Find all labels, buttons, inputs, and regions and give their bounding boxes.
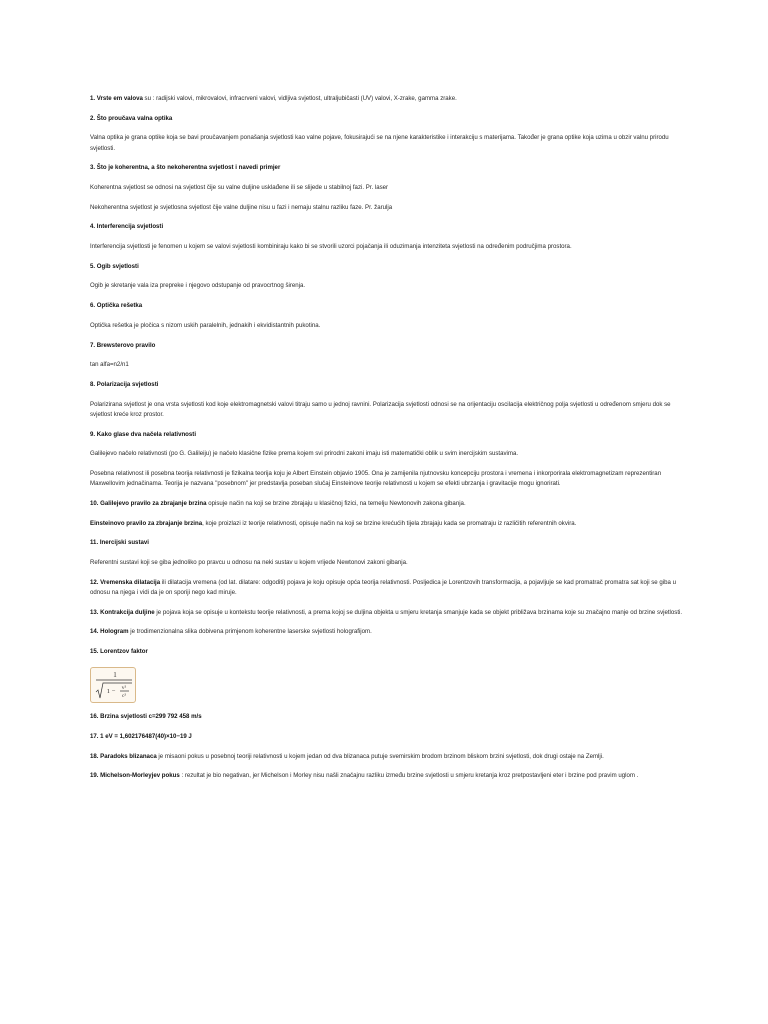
paragraph (90, 262, 686, 272)
bold-text: 8. Polarizacija svjetlosti (90, 380, 159, 388)
bold-text: 11. Inercijski sustavi (90, 539, 149, 547)
body-text: opisuje način na koji se brzine zbrajaju u klasičnoj fizici, na temelju Newtonovih zakona gibanja. (206, 499, 466, 507)
bold-text: 12. Vremenska dilatacija (90, 578, 161, 586)
paragraph (90, 558, 686, 568)
body-text: Interferencija svjetlosti je fenomen u kojem se valovi svjetlosti kombiniraju kako bi se stvorili uzorci pojačanja ili oduzimanja intenziteta svjetlosti na određenim područjima prostora. (90, 243, 572, 251)
bold-text: 7. Brewsterovo pravilo (90, 341, 156, 349)
body-text: : rezultat je bio negativan, jer Michelson i Morley nisu našli značajnu razliku između brzine svjetlosti u smjeru kretanja kroz pretpostavljeni eter i brzine pod pravim uglom . (179, 772, 639, 780)
paragraph (90, 222, 686, 232)
paragraph (90, 281, 686, 291)
body-text: Referentni sustavi koji se giba jednoliko po pravcu u odnosu na neki sustav u kojem vrijede Newtonovi zakoni gibanja. (90, 559, 408, 567)
bold-text: 3. Što je koherentna, a što nekoherentna svjetlost i navedi primjer (90, 164, 281, 172)
bold-text: 16. Brzina svjetlosti c=299 792 458 m/s (90, 713, 202, 721)
body-text: su : radijski valovi, mikrovalovi, infracrveni valovi, vidljiva svjetlost, ultraljubičasti (UV) valovi, X-zrake, gamma zrake. (142, 95, 457, 102)
paragraph (90, 752, 686, 762)
formula-v-squared: v² (121, 684, 127, 691)
body-text: je trodimenzionalna slika dobivena primjenom koherentne laserske svjetlosti holografijom. (128, 628, 372, 636)
bold-text: 15. Lorentzov faktor (90, 648, 148, 656)
paragraph (90, 380, 686, 390)
formula-c-squared: c² (121, 692, 127, 699)
paragraph (90, 400, 686, 421)
body-text: je pojava koja se opisuje u kontekstu teorije relativnosti, a prema kojoj se duljina objekta u smjeru kretanja smanjuje kada se objekt približava brzinama koje su značajno manje od brzine svjetlosti. (154, 608, 683, 616)
bold-text: 18. Paradoks blizanaca (90, 752, 157, 760)
bold-text: 17. 1 eV = 1,602176487(40)×10−19 J (90, 732, 192, 740)
paragraph (90, 163, 686, 173)
bold-text: 14. Hologram (90, 628, 129, 636)
lorentz-formula-image (90, 667, 136, 703)
paragraph (90, 321, 686, 331)
paragraph (90, 499, 686, 509)
paragraph (90, 203, 686, 213)
body-text: je misaoni pokus u posebnoj teoriji relativnosti u kojem jedan od dva blizanaca putuje svemirskim brodom brzinom bliskom brzini svjetlosti, dok drugi ostaje na Zemlji. (156, 752, 604, 760)
paragraph (90, 183, 686, 193)
paragraph (90, 94, 686, 104)
paragraph (90, 449, 686, 459)
paragraph (90, 608, 686, 618)
body-text: ili dilatacija vremena (od lat. dilatare: odgoditi) pojava je koju opisuje opća teorija relativnosti. Posljedica je Lorentzovih transformacija, a pojavljuje se kad promatrač promatra sat koji se giba u odnosu na njega i vidi da je on sporiji nego kad miruje. (90, 578, 676, 596)
paragraph (90, 242, 686, 252)
bold-text: 10. Galilejevo pravilo za zbrajanje brzina (90, 499, 207, 507)
paragraph (90, 647, 686, 657)
bold-text: Einsteinovo pravilo za zbrajanje brzina (90, 519, 203, 527)
paragraph (90, 301, 686, 311)
body-text: Polarizirana svjetlost je ona vrsta svjetlosti kod koje elektromagnetski valovi titraju samo u jednoj ravnini. Polarizacija svjetlosti odnosi se na orijentaciju oscilacija električnog polja svjetlosti u određenom smjeru dok se svjetlost kreće kroz prostor. (90, 400, 671, 418)
paragraph (90, 627, 686, 637)
body-text: Koherentna svjetlost se odnosi na svjetlost čije su valne duljine usklađene ili se slijede u stabilnoj fazi. Pr. laser (90, 184, 389, 192)
bold-text: 4. Interferencija svjetlosti (90, 223, 164, 231)
body-text: Optička rešetka je pločica s nizom uskih paralelnih, jednakih i ekvidistantnih pukotina. (90, 321, 321, 329)
body-text: , koje proizlazi iz teorije relativnosti, opisuje način na koji se brzine krećućih tijela zbrajaju kada se promatraju iz različitih referentnih okvira. (202, 519, 577, 527)
paragraph (90, 114, 686, 124)
body-text: tan alfa=n2/n1 (90, 361, 129, 369)
body-text: Posebna relativnost ili posebna teorija relativnosti je fizikalna teorija koju je Albert Einstein objavio 1905. Ona je zamijenila njutnovsku koncepciju prostora i vremena i inkorporirala elektromagnetizam reprezentiran Maxwellovim jednačinama. Teorija je nazvana "posebnom" jer predstavlja poseban slučaj Einsteinove teorije relativnosti u kojem se efekti ubrzanja i gravitacije mogu ignorirati. (90, 469, 662, 488)
paragraph (90, 430, 686, 440)
body-text: Nekoherentna svjetlost je svjetlosna svjetlost čije valne duljine nisu u fazi i nemaju stalnu razliku faze. Pr. žarulja (90, 203, 393, 211)
formula-numerator: 1 (113, 670, 117, 679)
paragraph (90, 133, 686, 154)
paragraph (90, 519, 686, 529)
formula-one-minus: 1 − (106, 687, 116, 695)
bold-text: 9. Kako glase dva načela relativnosti (90, 430, 197, 438)
paragraph (90, 360, 686, 370)
paragraph (90, 712, 686, 722)
bold-text: 6. Optička rešetka (90, 302, 143, 310)
paragraph (90, 771, 686, 781)
paragraph (90, 732, 686, 742)
paragraph (90, 469, 686, 490)
lorentz-formula (91, 668, 135, 702)
paragraph (90, 341, 686, 351)
bold-text: 19. Michelson-Morleyjev pokus (90, 772, 180, 780)
body-text: Ogib je skretanje vala iza prepreke i njegovo odstupanje od pravocrtnog širenja. (90, 282, 306, 290)
body-text: Valna optika je grana optike koja se bavi proučavanjem ponašanja svjetlosti kao valne pojave, fokusirajući se na njene karakteristike i interakciju s materijama. Također je grana optike koja uzima u obzir valnu prirodu svjetlosti. (90, 134, 669, 152)
paragraph (90, 578, 686, 599)
document-body (90, 94, 686, 791)
bold-text: 2. Što proučava valna optika (90, 114, 173, 122)
body-text: Galilejevo načelo relativnosti (po G. Galileiju) je načelo klasične fizike prema kojem svi prirodni zakoni imaju isti matematički oblik u svim inercijskim sustavima. (90, 450, 519, 458)
bold-text: 5. Ogib svjetlosti (90, 262, 139, 270)
bold-text: 1. Vrste em valova (90, 95, 143, 102)
paragraph (90, 538, 686, 548)
bold-text: 13. Kontrakcija duljine (90, 608, 155, 616)
